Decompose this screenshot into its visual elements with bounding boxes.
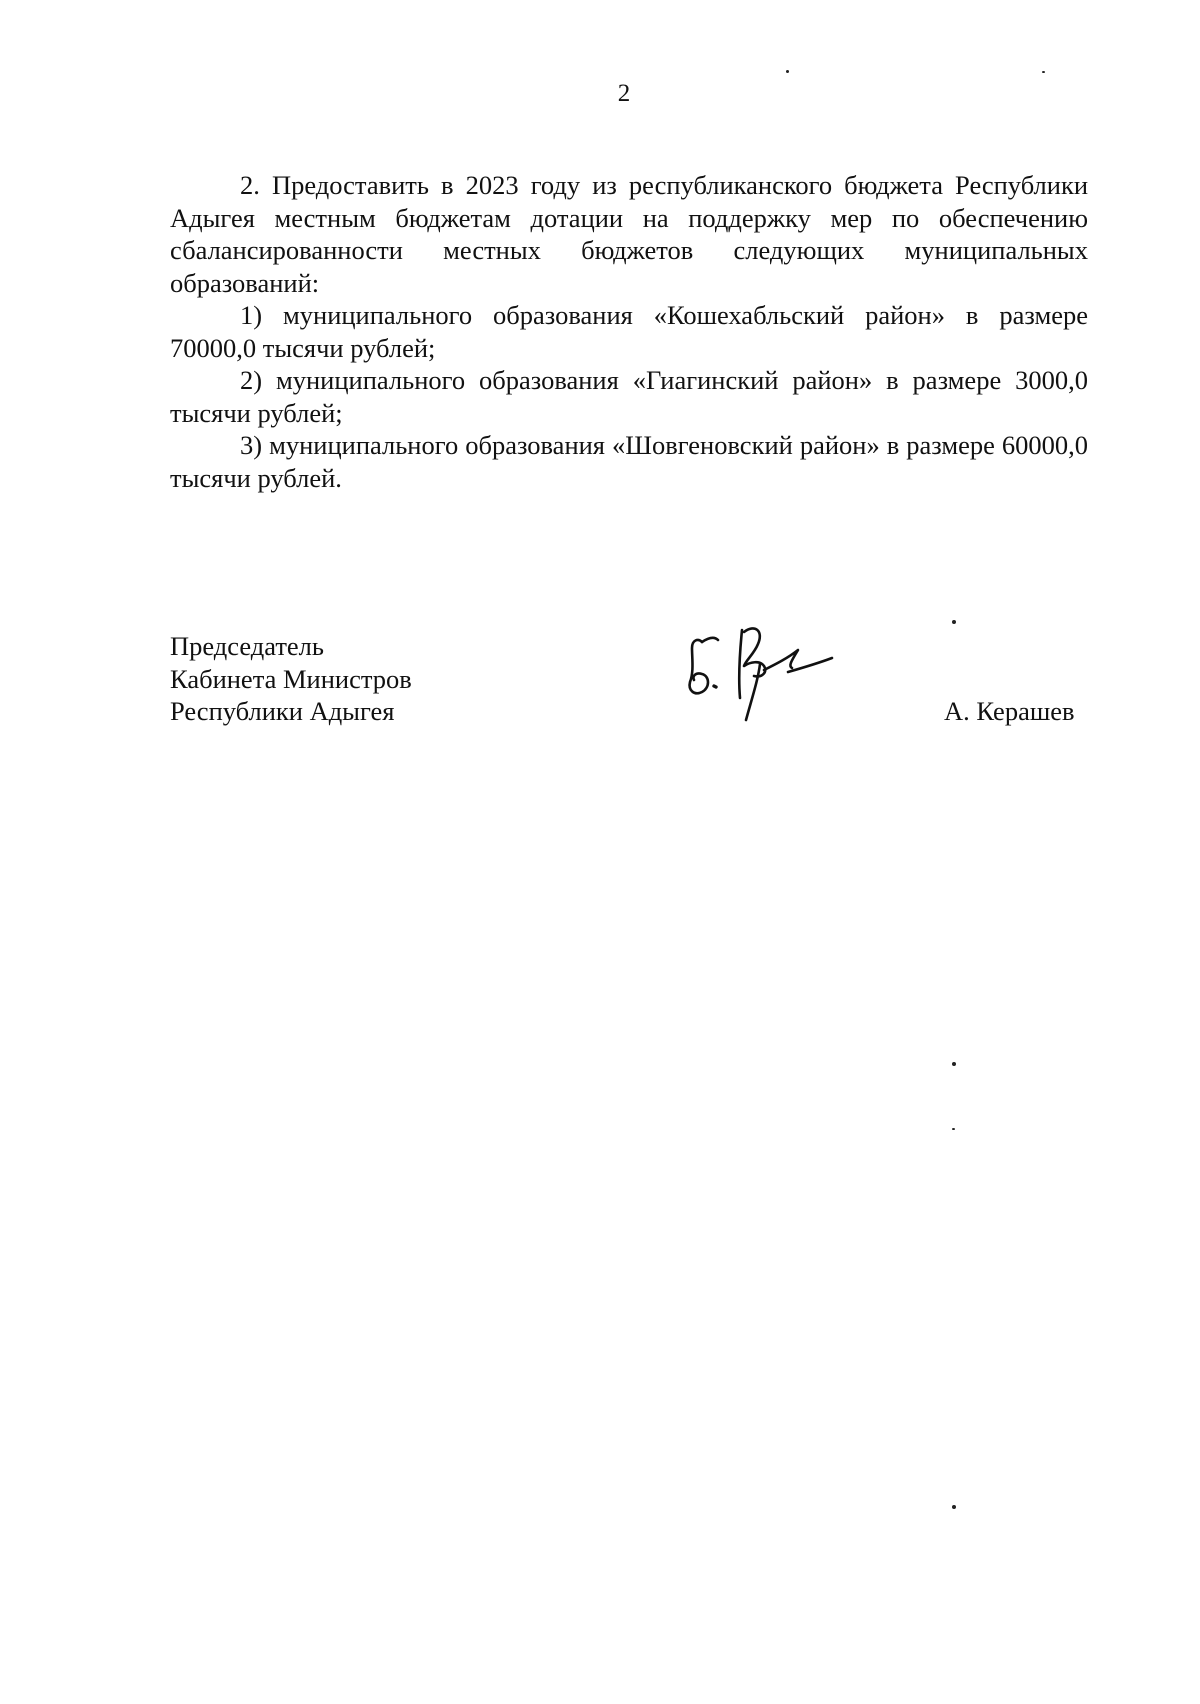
list-item-1: 1) муниципального образования «Кошехабльский район» в размере 70000,0 тысячи рублей; <box>170 300 1088 363</box>
scan-speck <box>952 620 956 624</box>
handwritten-signature-icon <box>680 620 850 730</box>
signer-position <box>170 630 412 728</box>
scan-speck <box>786 70 789 73</box>
page-number: 2 <box>617 80 631 107</box>
scan-speck <box>952 1505 956 1509</box>
position-line-2: Кабинета Министров <box>170 663 412 694</box>
signer-name: А. Керашев <box>944 696 1075 726</box>
position-line-1: Председатель <box>170 631 324 661</box>
scan-speck <box>1042 71 1045 73</box>
document-body <box>170 169 1088 494</box>
scan-speck <box>952 1128 955 1130</box>
scan-speck <box>952 1062 956 1066</box>
list-item-2: 2) муниципального образования «Гиагинский район» в размере 3000,0 тысячи рублей; <box>170 365 1088 428</box>
intro-paragraph: 2. Предоставить в 2023 году из республиканского бюджета Республики Адыгея местным бюджетам дотации на поддержку мер по обеспечению сбалансированности местных бюджетов следующих муниципальных образований: <box>170 170 1088 298</box>
position-line-3: Республики Адыгея <box>170 696 395 726</box>
list-item-3: 3) муниципального образования «Шовгеновский район» в размере 60000,0 тысячи рублей. <box>170 430 1088 493</box>
